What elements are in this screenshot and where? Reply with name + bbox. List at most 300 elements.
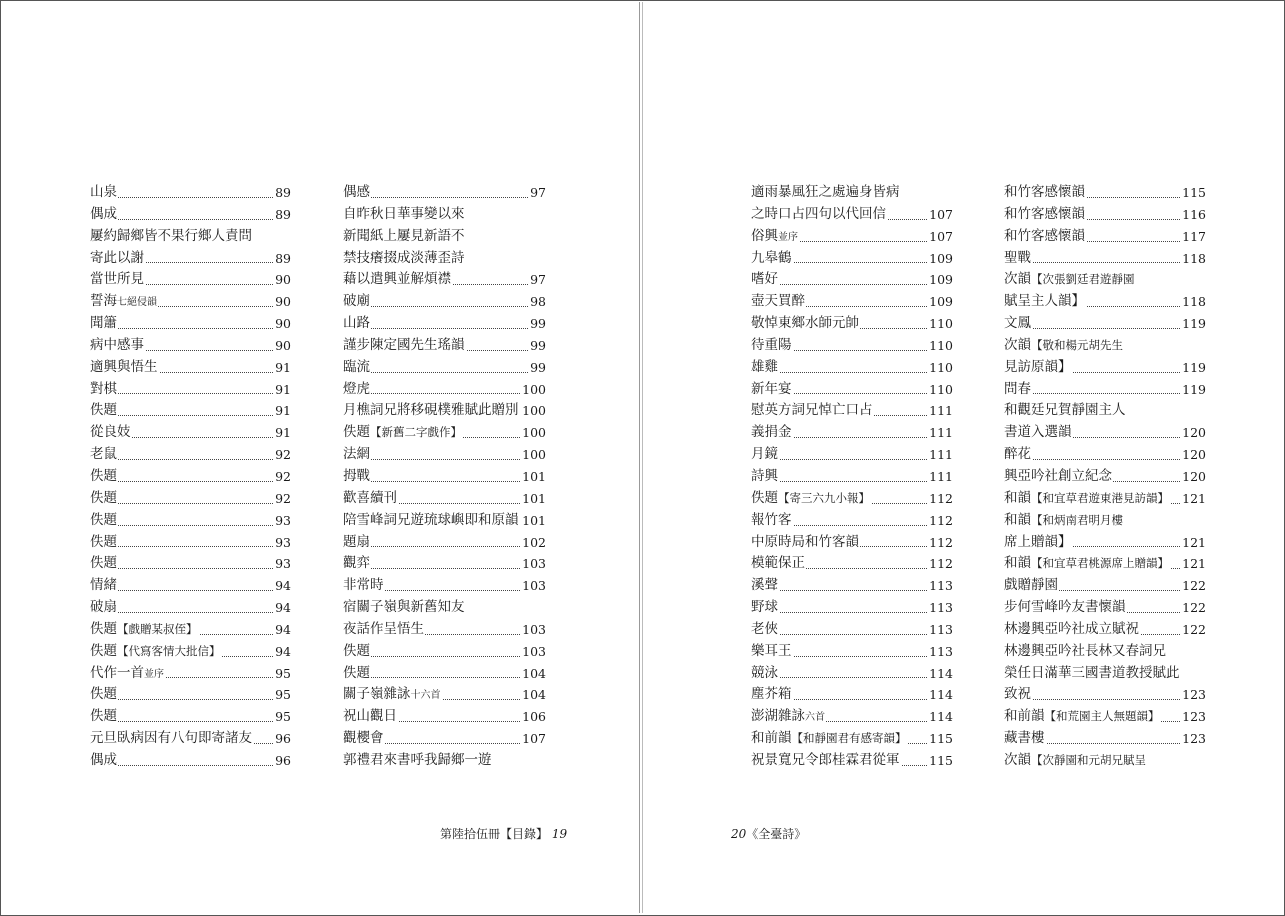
toc-title-text: 佚題	[90, 489, 117, 506]
toc-entry-title	[751, 313, 860, 335]
dot-leader	[1004, 262, 1206, 263]
toc-title-text: 模範保正	[751, 555, 805, 572]
toc-entry-title	[343, 400, 520, 422]
toc-page-number: 97	[529, 269, 546, 291]
toc-entry-title	[90, 269, 145, 291]
toc-title-note: 並序	[144, 668, 164, 680]
toc-entry	[343, 291, 546, 313]
toc-page-number: 103	[521, 619, 546, 641]
toc-page-number: 91	[274, 357, 291, 379]
toc-page-number: 92	[274, 444, 291, 466]
toc-page-number: 120	[1181, 422, 1206, 444]
toc-title-text: 佚題	[90, 686, 117, 703]
toc-page-number: 111	[928, 422, 953, 444]
dot-leader	[90, 197, 291, 198]
toc-title-text: 和竹客感懷韻	[1004, 205, 1085, 222]
footer-page-number: 20	[731, 827, 747, 841]
toc-page-number: 90	[274, 291, 291, 313]
toc-title-text: 敬悼東鄉水師元帥	[751, 315, 859, 332]
toc-entry-title	[343, 204, 466, 226]
toc-title-text: 臨流	[343, 358, 370, 375]
toc-entry-title	[90, 532, 118, 554]
toc-page-number: 114	[928, 663, 953, 685]
toc-entry	[343, 532, 546, 554]
toc-title-text: 情緒	[90, 577, 117, 594]
toc-entry	[343, 444, 546, 466]
toc-entry	[90, 444, 291, 466]
toc-entry	[90, 313, 291, 335]
toc-entry-title	[343, 750, 493, 772]
toc-title-text: 老俠	[751, 620, 778, 637]
toc-entry	[1004, 728, 1206, 750]
toc-entry-title	[1004, 357, 1073, 379]
toc-title-text: 自昨秋日華事變以來	[343, 205, 465, 222]
toc-title-subtitle: 【敬和楊元胡先生	[1031, 337, 1123, 352]
toc-title-text: 待重陽	[751, 336, 792, 353]
toc-entry	[90, 728, 291, 750]
toc-entry	[1004, 313, 1206, 335]
toc-entry	[90, 379, 291, 401]
toc-page-number: 93	[274, 532, 291, 554]
toc-entry	[343, 706, 546, 728]
toc-title-text: 和韻	[1004, 489, 1031, 506]
toc-entry-title	[1004, 422, 1073, 444]
toc-title-text: 佚題	[90, 511, 117, 528]
toc-title-text: 醉花	[1004, 446, 1031, 463]
toc-entry-title	[90, 619, 199, 641]
dot-leader	[90, 481, 291, 482]
dot-leader	[90, 459, 291, 460]
toc-entry	[751, 553, 953, 575]
toc-entry	[343, 466, 546, 488]
toc-entry	[343, 335, 546, 357]
dot-leader	[343, 677, 546, 678]
toc-title-text: 中原時局和竹客韻	[751, 533, 859, 550]
toc-title-note: 六首	[805, 712, 825, 724]
toc-entry-title	[1004, 575, 1059, 597]
footer-section-title: 第陸拾伍冊【目錄】	[440, 827, 549, 841]
toc-entry	[751, 684, 953, 706]
toc-entry	[343, 248, 546, 270]
toc-entry	[1004, 182, 1206, 204]
toc-entry-title	[1004, 532, 1073, 554]
dot-leader	[343, 481, 546, 482]
toc-page-number: 94	[274, 597, 291, 619]
toc-entry	[343, 728, 546, 750]
toc-title-text: 和前韻	[1004, 708, 1045, 725]
toc-entry-title	[1004, 182, 1086, 204]
toc-entry-title	[90, 400, 118, 422]
toc-page-number: 109	[928, 269, 953, 291]
toc-entry	[751, 466, 953, 488]
toc-entry	[1004, 466, 1206, 488]
toc-entry	[751, 510, 953, 532]
toc-entry-title	[90, 226, 253, 248]
toc-title-text: 非常時	[343, 577, 384, 594]
toc-entry	[90, 532, 291, 554]
dot-leader	[90, 721, 291, 722]
toc-entry	[90, 706, 291, 728]
toc-entry-title	[751, 510, 793, 532]
left-page	[2, 2, 640, 913]
toc-entry-title	[1004, 313, 1032, 335]
toc-title-text: 題扇	[343, 533, 370, 550]
toc-title-text: 和前韻	[751, 730, 792, 747]
toc-entry-title	[343, 575, 385, 597]
toc-title-text: 適興與悟生	[90, 358, 158, 375]
dot-leader	[751, 372, 953, 373]
toc-page-number: 113	[928, 641, 953, 663]
toc-title-text: 拇戰	[343, 467, 370, 484]
toc-entry	[90, 291, 291, 313]
toc-entry-title	[90, 488, 118, 510]
toc-entry	[1004, 269, 1206, 291]
toc-entry-title	[1004, 400, 1127, 422]
toc-entry-title	[90, 313, 118, 335]
toc-entry-title	[751, 619, 779, 641]
toc-page-number: 96	[274, 728, 291, 750]
toc-entry	[1004, 379, 1206, 401]
toc-title-text: 寄此以謝	[90, 249, 144, 266]
toc-page-number: 93	[274, 510, 291, 532]
toc-entry-title	[751, 291, 806, 313]
toc-entry	[343, 553, 546, 575]
toc-page-number: 103	[521, 575, 546, 597]
toc-title-text: 偶成	[90, 205, 117, 222]
toc-page-number: 92	[274, 466, 291, 488]
toc-entry-title	[1004, 750, 1147, 772]
toc-entry-title	[751, 379, 793, 401]
toc-entry	[343, 357, 546, 379]
dot-leader	[751, 612, 953, 613]
toc-title-subtitle: 【和炳南君明月樓	[1031, 512, 1123, 527]
toc-title-text: 之時口占四句以代回信	[751, 205, 886, 222]
toc-entry	[1004, 422, 1206, 444]
dot-leader	[90, 590, 291, 591]
toc-entry-title	[90, 597, 118, 619]
toc-entry-title	[343, 728, 385, 750]
toc-entry	[90, 575, 291, 597]
toc-entry-title	[90, 335, 145, 357]
toc-column-3	[751, 182, 953, 772]
toc-entry	[90, 400, 291, 422]
toc-page-number: 101	[521, 466, 546, 488]
toc-entry	[751, 728, 953, 750]
toc-page-number: 99	[529, 313, 546, 335]
toc-title-text: 溪聲	[751, 577, 778, 594]
toc-entry	[1004, 226, 1206, 248]
toc-page-number: 99	[529, 335, 546, 357]
toc-page-number: 102	[521, 532, 546, 554]
toc-entry-title	[751, 597, 779, 619]
toc-title-text: 塵芥箱	[751, 686, 792, 703]
toc-entry	[90, 357, 291, 379]
toc-page-number: 123	[1181, 684, 1206, 706]
toc-entry-title	[751, 400, 874, 422]
toc-page-number: 104	[521, 684, 546, 706]
toc-page-number: 89	[274, 182, 291, 204]
toc-page-number: 116	[1181, 204, 1206, 226]
toc-entry-title	[1004, 684, 1032, 706]
dot-leader	[751, 481, 953, 482]
toc-page-number: 115	[1181, 182, 1206, 204]
toc-entry-title	[343, 553, 371, 575]
toc-page-number: 118	[1181, 248, 1206, 270]
toc-entry-title	[751, 269, 779, 291]
toc-entry	[751, 226, 953, 248]
toc-title-text: 禁技癢掇成淡薄歪詩	[343, 249, 465, 266]
toc-entry-title	[343, 510, 520, 532]
toc-page-number: 122	[1181, 597, 1206, 619]
toc-page-number: 110	[928, 313, 953, 335]
dot-leader	[90, 699, 291, 700]
dot-leader	[751, 634, 953, 635]
toc-entry	[1004, 706, 1206, 728]
toc-page-number: 115	[928, 750, 953, 772]
toc-page-number: 104	[521, 663, 546, 685]
toc-entry-title	[90, 750, 118, 772]
toc-page-number: 109	[928, 291, 953, 313]
toc-title-text: 林邊興亞吟社成立賦祝	[1004, 620, 1139, 637]
toc-title-text: 月鏡	[751, 446, 778, 463]
toc-title-text: 偶成	[90, 751, 117, 768]
toc-entry	[90, 422, 291, 444]
toc-entry	[751, 335, 953, 357]
toc-page-number: 100	[521, 400, 546, 422]
toc-title-text: 佚題	[90, 620, 117, 637]
toc-entry	[90, 204, 291, 226]
dot-leader	[343, 656, 546, 657]
toc-title-text: 詩興	[751, 467, 778, 484]
toc-entry	[343, 597, 546, 619]
toc-title-text: 屢約歸鄉皆不果行鄉人責問	[90, 227, 252, 244]
toc-entry-title	[751, 553, 806, 575]
toc-title-subtitle: 【和宜草君遊東港見訪韻】	[1031, 490, 1169, 505]
toc-column-1	[90, 182, 291, 772]
toc-title-text: 法網	[343, 446, 370, 463]
toc-entry	[751, 750, 953, 772]
toc-entry-title	[1004, 619, 1140, 641]
toc-page-number: 114	[928, 706, 953, 728]
toc-title-text: 陪雪峰詞兄遊琉球嶼即和原韻	[343, 511, 519, 528]
toc-entry	[343, 488, 546, 510]
toc-entry-title	[1004, 226, 1086, 248]
toc-entry-title	[343, 444, 371, 466]
footer-book-title: 《全臺詩》	[746, 827, 807, 841]
dot-leader	[343, 328, 546, 329]
toc-entry	[751, 619, 953, 641]
toc-entry-title	[90, 641, 222, 663]
toc-page-number: 100	[521, 379, 546, 401]
footer-page-number: 19	[551, 827, 568, 841]
dot-leader	[343, 568, 546, 569]
toc-entry-title	[90, 728, 253, 750]
toc-entry-title	[1004, 706, 1161, 728]
toc-entry	[751, 357, 953, 379]
toc-title-text: 義捐金	[751, 424, 792, 441]
toc-title-text: 佚題	[90, 402, 117, 419]
toc-title-text: 賦呈主人韻】	[1004, 293, 1085, 310]
toc-title-text: 和觀廷兄賀靜園主人	[1004, 402, 1126, 419]
toc-entry	[90, 641, 291, 663]
toc-entry-title	[90, 466, 118, 488]
toc-page-number: 120	[1181, 466, 1206, 488]
toc-entry	[90, 684, 291, 706]
toc-page-number: 107	[521, 728, 546, 750]
toc-page-number: 96	[274, 750, 291, 772]
toc-entry	[751, 313, 953, 335]
toc-title-subtitle: 【和宜草君桃源席上贈韻】	[1031, 556, 1169, 571]
toc-entry	[1004, 357, 1206, 379]
toc-title-text: 九皋鶴	[751, 249, 792, 266]
toc-page-number: 101	[521, 488, 546, 510]
toc-page-number: 121	[1181, 488, 1206, 510]
toc-title-text: 佚題	[90, 467, 117, 484]
toc-entry	[343, 422, 546, 444]
toc-entry-title	[1004, 597, 1127, 619]
toc-page-number: 98	[529, 291, 546, 313]
toc-entry	[343, 641, 546, 663]
toc-entry-title	[343, 182, 371, 204]
toc-title-text: 祝山觀日	[343, 708, 397, 725]
toc-entry-title	[1004, 466, 1113, 488]
dot-leader	[90, 546, 291, 547]
toc-page-number: 100	[521, 444, 546, 466]
toc-entry-title	[751, 663, 779, 685]
toc-page-number: 117	[1181, 226, 1206, 248]
toc-entry	[751, 663, 953, 685]
toc-entry	[90, 226, 291, 248]
toc-entry	[1004, 335, 1206, 357]
toc-title-text: 郭禮君來書呼我歸鄉一遊	[343, 751, 492, 768]
toc-entry-title	[343, 488, 398, 510]
toc-title-text: 聞簫	[90, 315, 117, 332]
toc-entry	[343, 400, 546, 422]
toc-page-number: 119	[1181, 357, 1206, 379]
dot-leader	[343, 393, 546, 394]
toc-title-text: 病中感事	[90, 336, 144, 353]
toc-entry	[90, 619, 291, 641]
toc-entry-title	[1004, 510, 1124, 532]
toc-title-text: 和竹客感懷韻	[1004, 184, 1085, 200]
toc-entry-title	[90, 379, 118, 401]
toc-entry-title	[1004, 379, 1032, 401]
toc-entry	[751, 269, 953, 291]
toc-title-text: 佚題	[90, 642, 117, 659]
toc-entry-title	[1004, 269, 1136, 291]
toc-entry	[343, 663, 546, 685]
toc-entry	[751, 597, 953, 619]
toc-entry-title	[751, 226, 799, 249]
toc-entry	[1004, 488, 1206, 510]
toc-entry-title	[1004, 248, 1032, 270]
toc-entry	[343, 684, 546, 706]
toc-page-number: 111	[928, 400, 953, 422]
toc-page-number: 90	[274, 313, 291, 335]
toc-title-text: 誓海	[90, 293, 117, 310]
toc-entry	[343, 750, 546, 772]
toc-entry-title	[90, 357, 159, 379]
toc-page-number: 94	[274, 619, 291, 641]
toc-entry-title	[90, 553, 118, 575]
toc-title-text: 林邊興亞吟社長林又春詞兄	[1004, 642, 1166, 659]
toc-entry-title	[90, 291, 158, 314]
toc-entry-title	[343, 422, 463, 444]
toc-title-subtitle: 【和荒園主人無題韻】	[1044, 709, 1160, 724]
toc-page-number: 109	[928, 248, 953, 270]
toc-entry	[90, 466, 291, 488]
toc-title-text: 壺天買醉	[751, 293, 805, 310]
toc-entry	[751, 488, 953, 510]
toc-title-note: 七絕侵韻	[117, 297, 157, 309]
toc-entry-title	[751, 641, 793, 663]
toc-title-text: 新聞紙上屢見新語不	[343, 227, 465, 244]
toc-entry	[90, 335, 291, 357]
toc-entry-title	[90, 706, 118, 728]
toc-title-subtitle: 【寄三六九小報】	[778, 490, 870, 505]
toc-entry	[90, 597, 291, 619]
dot-leader	[90, 503, 291, 504]
toc-entry	[751, 706, 953, 728]
toc-entry	[343, 510, 546, 532]
dot-leader	[343, 459, 546, 460]
toc-entry	[1004, 291, 1206, 313]
toc-entry	[1004, 444, 1206, 466]
toc-entry	[1004, 750, 1206, 772]
toc-entry-title	[90, 575, 118, 597]
toc-title-text: 歡喜續刊	[343, 489, 397, 506]
toc-entry	[751, 575, 953, 597]
toc-page-number: 122	[1181, 575, 1206, 597]
toc-title-text: 次韻	[1004, 271, 1031, 288]
dot-leader	[90, 415, 291, 416]
toc-title-text: 次韻	[1004, 336, 1031, 353]
toc-title-text: 對棋	[90, 380, 117, 397]
toc-title-text: 戲贈靜園	[1004, 577, 1058, 594]
toc-page-number: 112	[928, 553, 953, 575]
toc-title-text: 佚題	[90, 533, 117, 550]
toc-title-text: 祝景寬兄令郎桂霖君從軍	[751, 751, 900, 768]
toc-title-text: 佚題	[751, 489, 778, 506]
toc-title-text: 老鼠	[90, 446, 117, 463]
toc-entry	[90, 248, 291, 270]
toc-entry-title	[751, 575, 779, 597]
toc-title-subtitle: 【次靜園和元胡兄賦呈	[1031, 752, 1146, 767]
toc-entry-title	[1004, 728, 1046, 750]
right-page	[642, 2, 1284, 913]
toc-page-number: 107	[928, 204, 953, 226]
toc-title-text: 榮任日滿華三國書道教授賦此	[1004, 664, 1180, 681]
toc-entry-title	[751, 422, 793, 444]
toc-entry	[751, 444, 953, 466]
toc-page-number: 119	[1181, 313, 1206, 335]
toc-entry	[751, 641, 953, 663]
right-page-footer	[731, 825, 806, 842]
toc-title-text: 問春	[1004, 380, 1031, 397]
toc-page-number: 113	[928, 575, 953, 597]
toc-entry	[343, 182, 546, 204]
toc-page-number: 91	[274, 422, 291, 444]
toc-entry-title	[343, 226, 466, 248]
toc-title-subtitle: 【新舊二字戲作】	[370, 425, 462, 440]
toc-entry-title	[751, 248, 793, 270]
toc-entry	[343, 204, 546, 226]
toc-title-text: 觀弈	[343, 555, 370, 572]
toc-column-2	[343, 182, 546, 772]
toc-entry	[751, 204, 953, 226]
dot-leader	[90, 393, 291, 394]
toc-page-number: 90	[274, 335, 291, 357]
